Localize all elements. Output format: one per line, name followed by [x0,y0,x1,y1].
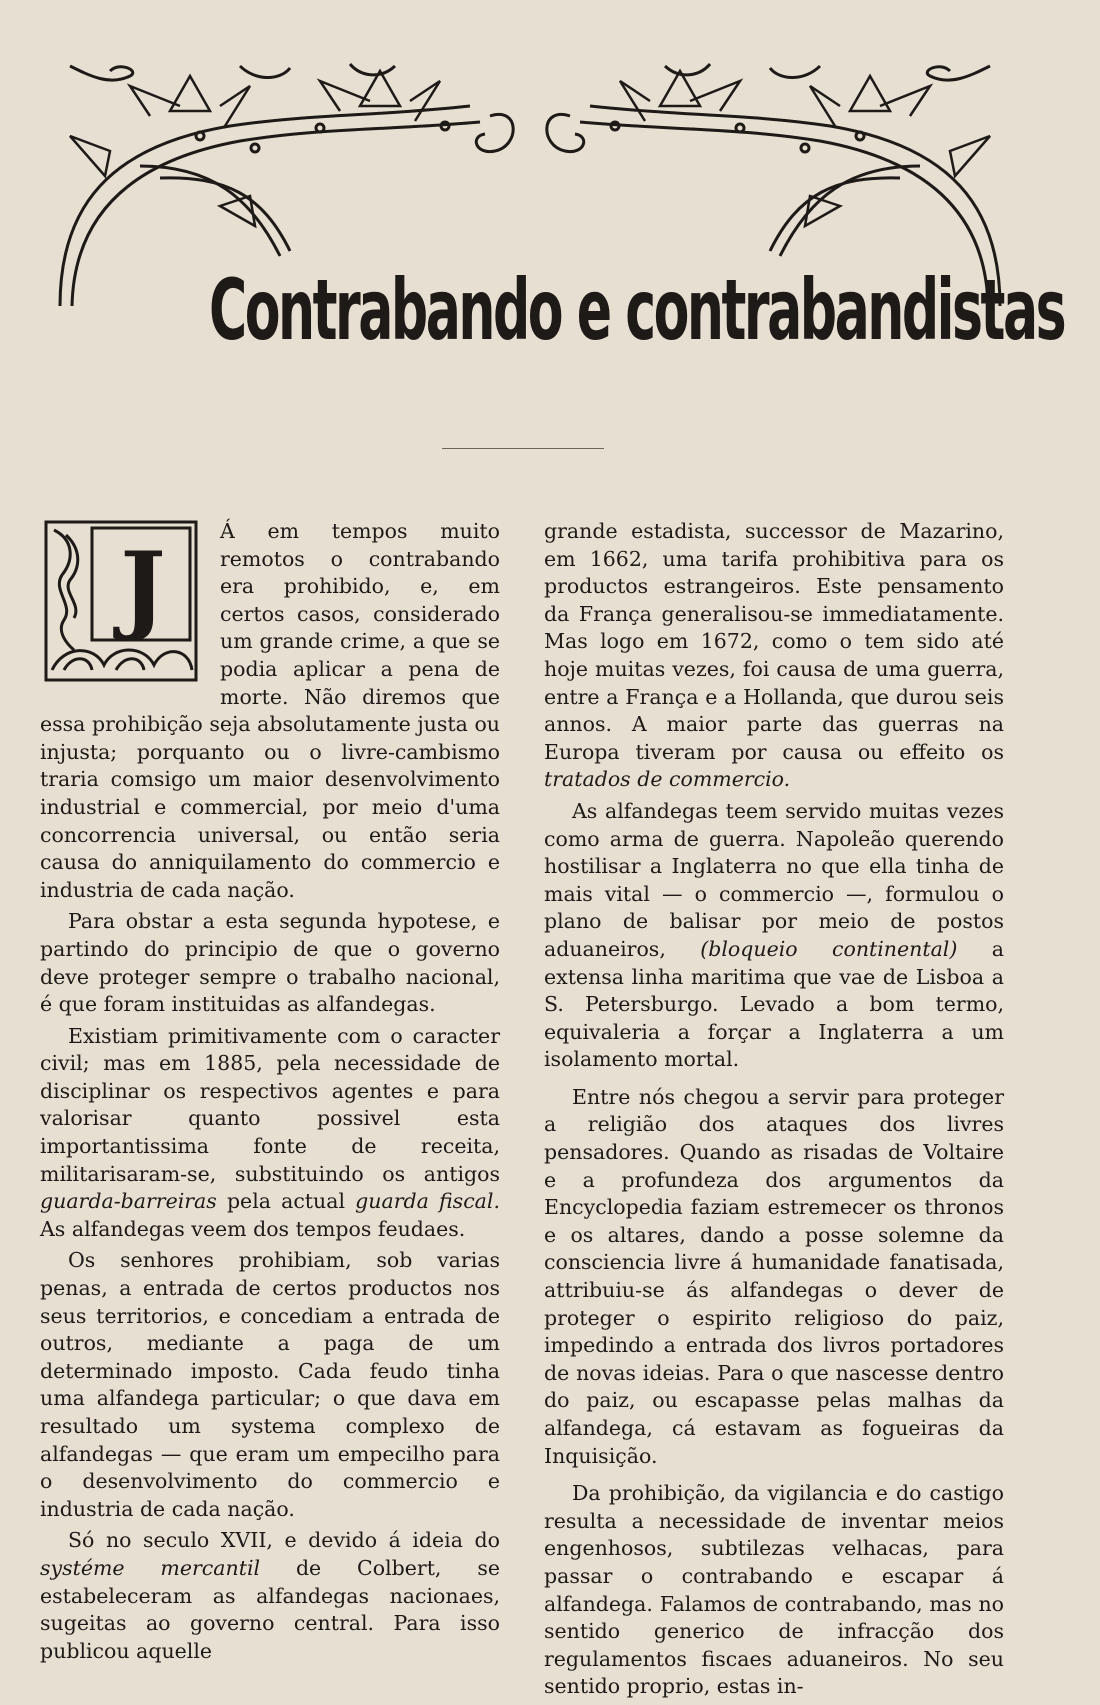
left-column [40,518,500,1669]
italic-term: guarda-barreiras [40,1189,217,1214]
paragraph-5: Só no seculo XVII, e devido á ideia do systéme mercantil de Colbert, se estabeleceram as alfandegas nacionaes, sugeitas ao governo central. Para isso publicou aquelle [40,1528,500,1663]
title-divider [442,448,604,449]
right-column [544,518,1004,1705]
dropcap-letter: J [120,531,166,644]
paragraph-9: Da prohibição, da vigilancia e do castigo resulta a necessidade de inventar meios engenhosos, subtilezas velhacas, para passar o contrabando e escapar á alfandega. Falamos de contrabando, mas no sentido generico de infracção dos regulamentos fiscaes aduaneiros. No seu sentido proprio, estas in- [544,1481,1004,1699]
paragraph-8: Entre nós chegou a servir para proteger a religião dos ataques dos livres pensadores. Quando as risadas de Voltaire e a profundeza dos argumentos da Encyclopedia faziam estremecer os thronos e os altares, dando a posse solemne da consciencia livre á humanidade fanatisada, attribuiu-se ás alfandegas o dever de proteger o espirito religioso do paiz, impedindo a entrada dos livros portadores de novas ideias. Para o que nascesse dentro do paiz, ou escapasse pelas malhas da alfandega, cá estavam as fogueiras da Inquisição. [544,1084,1004,1468]
decorated-initial [44,520,198,682]
italic-term: (bloqueio continental) [700,936,958,961]
paragraph-3: Existiam primitivamente com o caracter civil; mas em 1885, pela necessidade de disciplinar os respectivos agentes e para valorisar quanto possivel esta importantissima fonte de receita, militarisaram-se, substituindo os antigos guarda-barreiras pela actual guarda fiscal. As alfandegas veem dos tempos feudaes. [40,1023,500,1241]
italic-term: tratados de commercio. [544,767,791,792]
paragraph-6: grande estadista, successor de Mazarino, em 1662, uma tarifa prohibitiva para os productos estrangeiros. Este pensamento da França generalisou-se immediatamente. Mas logo em 1672, como o tem sido até hoje muitas vezes, foi causa de uma guerra, entre a França e a Hollanda, que durou seis annos. A maior parte das guerras na Europa tiveram por causa ou effeito os tratados de commercio. [544,519,1004,792]
paragraph-1: Á em tempos muito remotos o contrabando era prohibido, e, em certos casos, considerado um grande crime, a que se podia aplicar a pena de morte. Não diremos que essa prohibição seja absolutamente justa ou injusta; porquanto ou o livre-cambismo traria comsigo um maior desenvolvimento industrial e commercial, por meio d'uma concorrencia universal, ou então seria causa do anniquilamento do commercio e industria de cada nação. [40,519,500,902]
paragraph-4: Os senhores prohibiam, sob varias penas, a entrada de certos productos nos seus territorios, e concediam a entrada de outros, mediante a paga de um determinado imposto. Cada feudo tinha uma alfandega particular; o que dava em resultado um systema complexo de alfandegas — que eram um empecilho para o desenvolvimento do commercio e industria de cada nação. [40,1248,500,1521]
paragraph-2: Para obstar a esta segunda hypotese, e partindo do principio de que o governo deve proteger sempre o trabalho nacional, é que foram instituidas as alfandegas. [40,909,500,1017]
italic-term: systéme mercantil [40,1555,261,1580]
article-title: Contrabando e contrabandistas [209,261,1065,359]
italic-term: guarda fiscal. [355,1189,500,1214]
paragraph-7: As alfandegas teem servido muitas vezes como arma de guerra. Napoleão querendo hostilisar a Inglaterra no que ella tinha de mais vital — o commercio —, formulou o plano de balisar por meio de postos aduaneiros, (bloqueio continental) a extensa linha maritima que vae de Lisboa a S. Petersburgo. Levado a bom termo, equivaleria a forçar a Inglaterra a um isolamento mortal. [544,798,1004,1072]
